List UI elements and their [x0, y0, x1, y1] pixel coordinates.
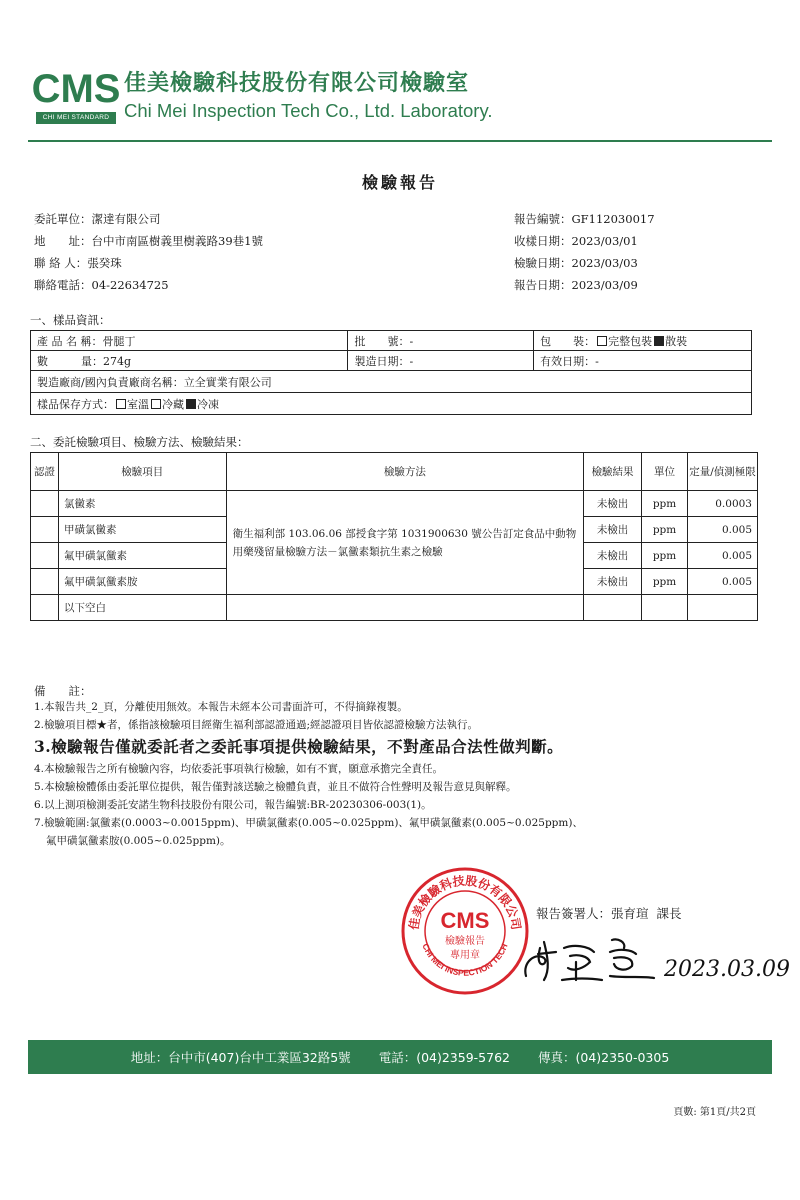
note-item: 6.以上測項檢測委託安諾生物科技股份有限公司，報告編號:BR-20230306-003(1)。 [34, 799, 432, 811]
method-cell: 衛生福利部 103.06.06 部授食字第 1031900630 號公告訂定食品中動物用藥殘留量檢驗方法－氯黴素類抗生素之檢驗 [226, 491, 583, 595]
seal-line2: 專用章 [450, 950, 480, 961]
report-date-label: 報告日期： [514, 278, 572, 292]
report-seal-icon [400, 866, 530, 996]
phone-row [34, 274, 263, 296]
report-number-row [514, 208, 655, 230]
signer-title: 課長 [656, 906, 682, 921]
note-item: 7.檢驗範圍:氯黴素(0.0003~0.0015ppm)、甲磺氯黴素(0.005~0.025ppm)、氟甲磺氯黴素(0.005~0.025ppm)、 [34, 817, 583, 829]
package-bulk-checkbox [654, 336, 664, 346]
unit-cell: ppm [642, 569, 688, 595]
quantity-value: 274g [103, 354, 132, 368]
note-item: 氟甲磺氯黴素胺(0.005~0.025ppm)。 [46, 835, 231, 847]
report-info [514, 208, 655, 296]
commissioner-value: 潔達有限公司 [91, 212, 161, 226]
contact-label: 聯 絡 人： [34, 256, 88, 270]
table-row [31, 595, 758, 621]
report-number-label: 報告編號： [514, 212, 572, 226]
header-divider [28, 140, 772, 142]
cert-cell [31, 595, 59, 621]
report-number-value: GF112030017 [571, 212, 655, 226]
mfg-date-cell: 製造日期：- [348, 351, 534, 371]
limit-cell: 0.005 [688, 543, 758, 569]
exp-date-value: - [595, 354, 599, 368]
svg-text:CMS: CMS [31, 67, 121, 111]
limit-cell: 0.005 [688, 569, 758, 595]
header-item: 檢驗項目 [58, 453, 226, 491]
item-cell: 甲磺氯黴素 [58, 517, 226, 543]
seal-ring-text-en: CHI MEI INSPECTION TECH [420, 941, 510, 978]
sample-section-heading: 一、樣品資訊： [30, 313, 111, 327]
report-date-value: 2023/03/09 [571, 278, 638, 292]
seal-logo-text: CMS [440, 908, 490, 933]
manufacturer-value: 立全實業有限公司 [183, 375, 272, 389]
note-item: 5.本檢驗檢體係由委託單位提供，報告僅對該送驗之檢體負責，並且不做符合性聲明及報告意見與解釋。 [34, 781, 517, 793]
client-info [34, 208, 263, 296]
header-unit: 單位 [642, 453, 688, 491]
storage-cell: 樣品保存方式： 室溫 冷藏 冷凍 [31, 393, 752, 415]
result-cell [584, 595, 642, 621]
storage-room-temp-checkbox [116, 399, 126, 409]
header-method: 檢驗方法 [226, 453, 583, 491]
signer-name: 張育瑄 [611, 906, 649, 921]
receive-date-value: 2023/03/01 [571, 234, 638, 248]
manufacturer-cell: 製造廠商/國內負責廠商名稱：立全實業有限公司 [31, 371, 752, 393]
package-cell: 包 裝： 完整包裝 散裝 [534, 331, 752, 351]
storage-refrigerated-checkbox [151, 399, 161, 409]
contact-row [34, 252, 263, 274]
sample-info-table [30, 330, 752, 415]
header-cert: 認證 [31, 453, 59, 491]
notes-heading: 備 註： [34, 684, 92, 698]
report-date-row [514, 274, 655, 296]
item-cell: 氟甲磺氯黴素胺 [58, 569, 226, 595]
result-cell: 未檢出 [584, 491, 642, 517]
report-title: 檢驗報告 [361, 173, 438, 192]
contact-value: 張癸珠 [87, 256, 122, 270]
result-cell: 未檢出 [584, 517, 642, 543]
note-item: 3.檢驗報告僅就委託者之委託事項提供檢驗結果，不對產品合法性做判斷。 [34, 737, 564, 756]
address-row [34, 230, 263, 252]
footer-fax: 傳真：(04)2350-0305 [537, 1050, 670, 1065]
address-label: 地 址： [34, 234, 92, 248]
handwritten-signature [514, 918, 790, 988]
method-cell [226, 595, 583, 621]
storage-frozen-checkbox [186, 399, 196, 409]
company-name-zh: 佳美檢驗科技股份有限公司檢驗室 [124, 71, 470, 96]
cms-logo-icon [31, 67, 121, 111]
exp-date-cell: 有效日期：- [534, 351, 752, 371]
unit-cell [642, 595, 688, 621]
cert-cell [31, 517, 59, 543]
footer-contact-bar [28, 1040, 772, 1074]
seal-line1: 檢驗報告 [445, 936, 485, 947]
limit-cell: 0.005 [688, 517, 758, 543]
result-cell: 未檢出 [584, 569, 642, 595]
limit-cell [688, 595, 758, 621]
sample-name-cell: 產 品 名 稱：骨腿丁 [31, 331, 348, 351]
cert-cell [31, 543, 59, 569]
result-cell: 未檢出 [584, 543, 642, 569]
item-cell: 氯黴素 [58, 491, 226, 517]
seal-ring-text: 佳美檢驗科技股份有限公司 [406, 873, 524, 931]
unit-cell: ppm [642, 543, 688, 569]
phone-value: 04-22634725 [91, 278, 169, 292]
test-results-table [30, 452, 758, 621]
footer-phone: 電話：(04)2359-5762 [378, 1050, 510, 1065]
commissioner-label: 委託單位： [34, 212, 92, 226]
cert-cell [31, 569, 59, 595]
blank-marker-cell: 以下空白 [58, 595, 226, 621]
unit-cell: ppm [642, 517, 688, 543]
limit-cell: 0.0003 [688, 491, 758, 517]
item-cell: 氟甲磺氯黴素 [58, 543, 226, 569]
page-number: 頁數: 第1頁/共2頁 [673, 1107, 756, 1118]
footer-address: 地址：台中市(407)台中工業區32路5號 [130, 1050, 351, 1065]
test-header-row [31, 453, 758, 491]
header-limit: 定量/偵測極限 [688, 453, 758, 491]
notes-list [34, 698, 774, 850]
company-name-en: Chi Mei Inspection Tech Co., Ltd. Laboratory. [124, 100, 493, 121]
note-item: 1.本報告共_2_頁，分離使用無效。本報告未經本公司書面許可，不得摘錄複製。 [34, 701, 408, 713]
signer-label: 報告簽署人： [536, 906, 612, 921]
logo-standard-label: CHI MEI STANDARD [36, 112, 116, 124]
commissioner-row [34, 208, 263, 230]
sample-name-value: 骨腿丁 [102, 334, 136, 348]
mfg-date-value: - [409, 354, 414, 368]
batch-cell: 批 號：- [348, 331, 534, 351]
address-value: 台中市南區樹義里樹義路39巷1號 [91, 234, 263, 248]
company-logo [31, 67, 121, 124]
test-date-value: 2023/03/03 [571, 256, 638, 270]
unit-cell: ppm [642, 491, 688, 517]
phone-label: 聯絡電話： [34, 278, 92, 292]
quantity-cell: 數 量：274g [31, 351, 348, 371]
test-date-label: 檢驗日期： [514, 256, 572, 270]
table-row [31, 491, 758, 517]
note-item: 4.本檢驗報告之所有檢驗內容，均依委託事項執行檢驗，如有不實，願意承擔完全責任。 [34, 763, 444, 775]
package-intact-checkbox [597, 336, 607, 346]
header-result: 檢驗結果 [584, 453, 642, 491]
receive-date-row [514, 230, 655, 252]
note-item: 2.檢驗項目標★者，係指該檢驗項目經衛生福利部認證通過;經認證項目皆依認證檢驗方法執行。 [34, 719, 479, 731]
tests-section-heading: 二、委託檢驗項目、檢驗方法、檢驗結果： [30, 435, 249, 449]
batch-value: - [409, 334, 414, 348]
test-date-row [514, 252, 655, 274]
signature-date: 2023.03.09 [664, 957, 790, 982]
cert-cell [31, 491, 59, 517]
receive-date-label: 收樣日期： [514, 234, 572, 248]
